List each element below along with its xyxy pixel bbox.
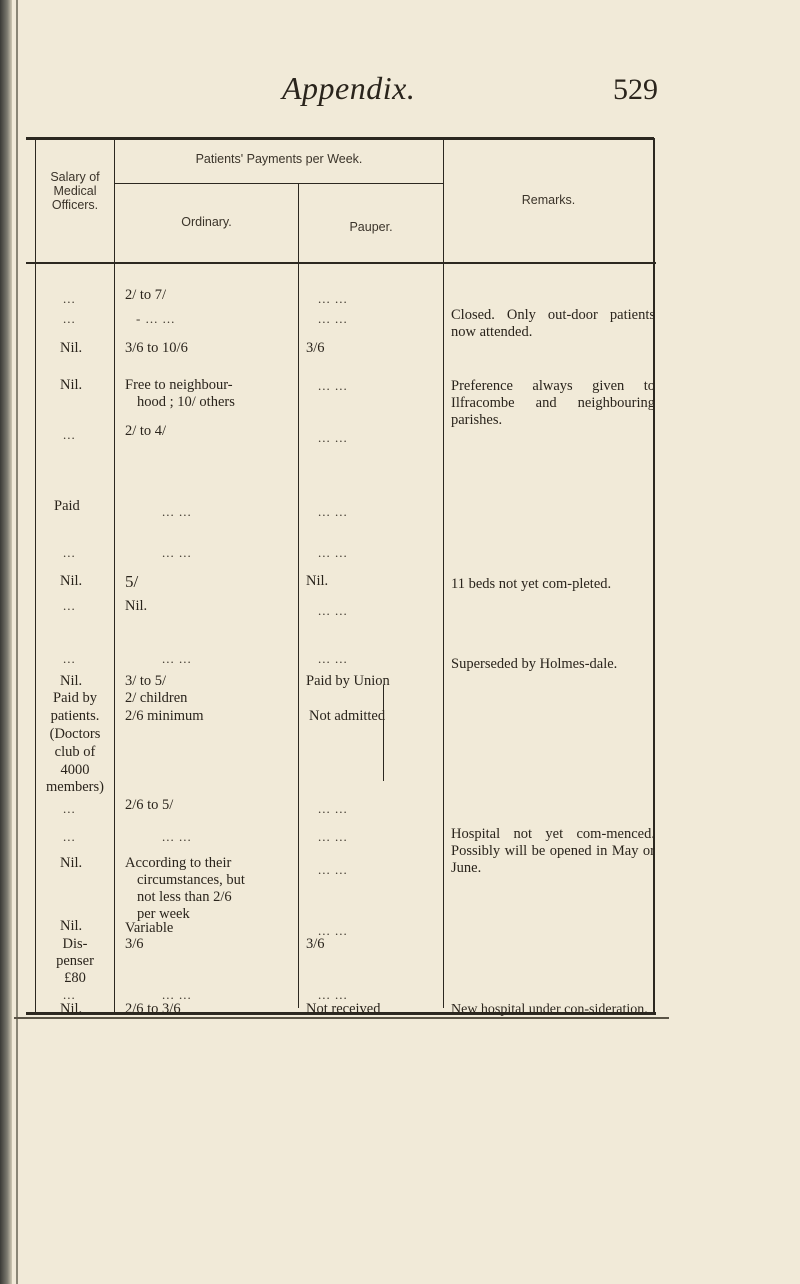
ordinary-cell: circumstances, but	[137, 872, 245, 888]
remarks-cell: Preference always given to Ilfracombe and neighbouring parishes.	[451, 378, 655, 428]
salary-cell: Nil.	[60, 673, 83, 689]
ordinary-cell: hood ; 10/ others	[137, 394, 235, 410]
ordinary-cell: 3/6	[125, 936, 144, 952]
ordinary-cell: Variable	[125, 920, 174, 936]
ordinary-cell: 2/6 to 5/	[125, 797, 174, 813]
pauper-cell: ... ...	[318, 862, 348, 877]
ordinary-cell: ... ...	[162, 651, 192, 666]
payments-subheader-rule	[114, 183, 444, 184]
table-top-rule	[26, 137, 654, 140]
pauper-cell: Not admitted	[309, 708, 386, 724]
column-divider-salary	[114, 138, 115, 1012]
column-divider-ordinary	[298, 184, 299, 1008]
running-title: Appendix.	[282, 70, 416, 106]
ordinary-cell: 2/ children	[125, 690, 188, 706]
salary-cell: members)	[46, 779, 104, 795]
header-bottom-rule	[26, 262, 656, 264]
page-header	[0, 70, 800, 110]
pauper-cell: ... ...	[318, 923, 348, 938]
pauper-cell: ... ...	[318, 987, 348, 1002]
salary-cell: ...	[63, 598, 76, 613]
salary-cell: ...	[63, 311, 76, 326]
remarks-cell: Closed. Only out-door patients now attended.	[451, 307, 655, 340]
salary-cell: 4000	[60, 762, 90, 778]
left-border	[35, 138, 36, 1012]
salary-cell: ...	[63, 801, 76, 816]
ordinary-cell: ... ...	[162, 504, 192, 519]
ordinary-cell: 2/ to 7/	[125, 287, 167, 303]
salary-cell: ...	[63, 651, 76, 666]
pauper-cell: ... ...	[318, 603, 348, 618]
salary-cell: Dis-	[62, 936, 88, 952]
salary-cell: Nil.	[60, 377, 83, 393]
pauper-cell: 3/6	[306, 340, 325, 356]
remarks-cell: Hospital not yet com-menced. Possibly will be opened in May or June.	[451, 826, 655, 876]
remarks-cell: 11 beds not yet com-pleted.	[451, 576, 612, 592]
salary-cell: Paid by	[53, 690, 97, 706]
pauper-cell: Paid by Union	[306, 673, 390, 689]
right-border	[653, 138, 655, 1012]
ordinary-cell: ... ...	[162, 987, 192, 1002]
pauper-cell: ... ...	[318, 651, 348, 666]
salary-cell: ...	[63, 291, 76, 306]
ordinary-cell: 3/6 to 10/6	[125, 340, 188, 356]
salary-cell: patients.	[50, 708, 100, 724]
pauper-cell: ... ...	[318, 801, 348, 816]
pauper-cell: ... ...	[318, 504, 348, 519]
salary-cell: Nil.	[60, 573, 83, 589]
ordinary-cell: not less than 2/6	[137, 889, 232, 905]
pauper-cell: Nil.	[306, 573, 329, 589]
binding-edge-line	[16, 0, 18, 1284]
pauper-cell: ... ...	[318, 430, 348, 445]
salary-cell: Nil.	[60, 855, 83, 871]
pauper-cell: Not received	[306, 1001, 381, 1017]
ordinary-cell: 3/ to 5/	[125, 673, 167, 689]
salary-cell: £80	[64, 970, 86, 986]
salary-cell: ...	[63, 829, 76, 844]
ordinary-cell: - ... ...	[136, 311, 176, 326]
salary-cell: ...	[63, 987, 76, 1002]
salary-cell: ...	[63, 427, 76, 442]
column-divider-pauper	[443, 138, 444, 1008]
ordinary-cell: ... ...	[162, 829, 192, 844]
binding-shadow	[0, 0, 12, 1284]
salary-cell: Paid	[54, 498, 80, 514]
remarks-cell: Superseded by Holmes-dale.	[451, 656, 618, 672]
ordinary-cell: According to their	[125, 855, 232, 871]
page-number: 529	[613, 73, 658, 106]
pauper-inner-rule	[383, 685, 384, 781]
salary-cell: penser	[56, 953, 94, 969]
ordinary-cell: ... ...	[162, 545, 192, 560]
pauper-cell: 3/6	[306, 936, 325, 952]
remarks-cell: New hospital under con-sideration.	[451, 1002, 648, 1017]
ordinary-cell: Nil.	[125, 598, 148, 614]
pauper-cell: ... ...	[318, 829, 348, 844]
pauper-cell: ... ...	[318, 291, 348, 306]
ordinary-cell: Free to neighbour-	[125, 377, 233, 393]
header-pauper: Pauper.	[349, 220, 393, 234]
ordinary-cell: 2/ to 4/	[125, 423, 167, 439]
salary-cell: Nil.	[60, 1001, 83, 1017]
ordinary-cell: 2/6 to 3/6	[125, 1001, 181, 1017]
header-salary: Salary of Medical Officers.	[50, 170, 100, 212]
salary-cell: (Doctors	[49, 726, 101, 742]
pauper-cell: ... ...	[318, 378, 348, 393]
salary-cell: Nil.	[60, 340, 83, 356]
header-payments: Patients' Payments per Week.	[195, 152, 363, 166]
header-ordinary: Ordinary.	[181, 215, 232, 229]
ordinary-cell: 5/	[125, 572, 139, 591]
header-remarks: Remarks.	[521, 193, 576, 207]
ordinary-cell: per week	[137, 906, 190, 922]
ordinary-cell: 2/6 minimum	[125, 708, 204, 724]
pauper-cell: ... ...	[318, 545, 348, 560]
salary-cell: Nil.	[60, 918, 83, 934]
pauper-cell: ... ...	[318, 311, 348, 326]
salary-cell: club of	[54, 744, 96, 760]
salary-cell: ...	[63, 545, 76, 560]
